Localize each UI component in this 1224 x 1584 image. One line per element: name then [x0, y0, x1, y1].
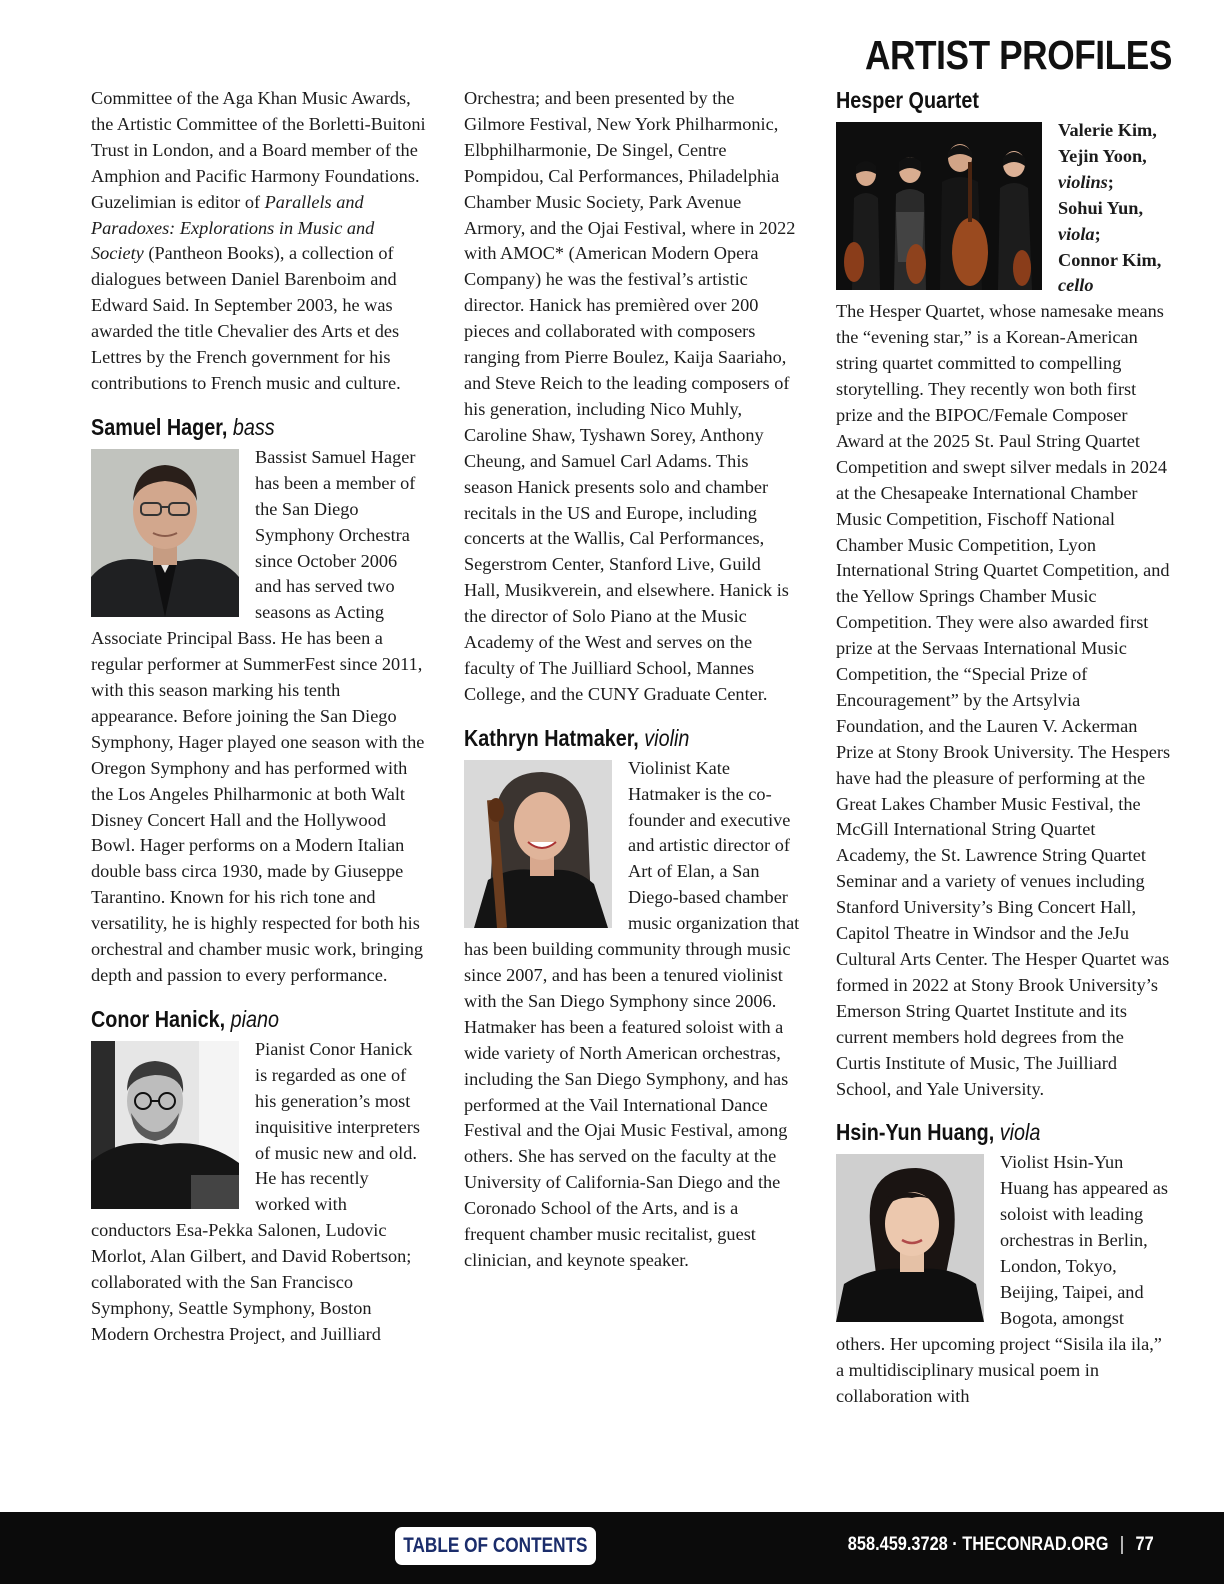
artist-heading-hesper — [836, 86, 1125, 114]
guzelimian-bio-continued — [91, 86, 427, 397]
artist-profile-hanick — [91, 1037, 427, 1348]
artist-heading-hatmaker — [464, 724, 753, 752]
artist-bio: The Hesper Quartet, whose namesake means the “evening star,” is a Korean-American string quartet committed to compelling storytelling. They recently won both first prize and the BIPOC/Female Composer Award at the 2025 St. Paul String Quartet Competition and swept silver medals in 2024 at the Chesapeake International Chamber Music Competition, Fischoff National Chamber Music Competition, Lyon International String Quartet Competition, and the Yellow Springs Chamber Music Competition. They were also awarded first prize at the Servaas International Music Competition, the “Special Prize of Encouragement” by the Artsylvia Foundation, and the Lauren V. Ackerman Prize at Stony Brook University. The Hespers have had the pleasure of performing at the Great Lakes Chamber Music Festival, the McGill International String Quartet Academy, the St. Lawrence String Quartet Seminar and a variety of venues including Stanford University’s Bing Concert Hall, Capitol Theatre in Windsor and the JeJu Cultural Arts Center. The Hesper Quartet was formed in 2022 at Stony Brook University’s Emerson String Quartet Institute and its current members hold degrees from the Curtis Institute of Music, The Juilliard School, and Yale University. — [836, 301, 1171, 1099]
punctuation: ; — [1094, 223, 1101, 244]
punctuation: ; — [1107, 171, 1114, 192]
headshot-conor-hanick — [91, 1041, 239, 1209]
artist-bio: Pianist Conor Hanick is regarded as one of his generation’s most inquisitive interpreters of music new and old. He has recently worked with conductors Esa-Pekka Salonen, Ludovic Morlot, Alan Gilbert, and David Robertson; collaborated with the San Francisco Symphony, Seattle Symphony, Boston Modern Orchestra Project, and Juilliard — [91, 1038, 420, 1344]
column-2 — [464, 86, 800, 1274]
headshot-hsin-yun-huang — [836, 1154, 984, 1322]
artist-heading-huang — [836, 1118, 1125, 1146]
member-role: violins — [1058, 171, 1108, 192]
column-3 — [836, 86, 1172, 1410]
page-title: ARTIST PROFILES — [865, 32, 1172, 78]
artist-instrument: violin — [644, 724, 690, 751]
phone-number[interactable]: 858.459.3728 — [848, 1534, 949, 1555]
separator-dot: · — [952, 1534, 959, 1555]
page-number: 77 — [1135, 1534, 1154, 1555]
artist-profile-hatmaker — [464, 756, 800, 1274]
headshot-kathryn-hatmaker — [464, 760, 612, 928]
guzelimian-bio-text-2: (Pantheon Books), a collection of dialogues between Daniel Barenboim and Edward Said. In September 2003, he was awarded the title Chevalier des Arts et des Lettres by the French government for his contributions to French music and culture. — [91, 243, 401, 393]
hanick-bio-continued: Orchestra; and been presented by the Gilmore Festival, New York Philharmonic, Elbphilharmonie, De Singel, Centre Pompidou, Cal Performances, Philadelphia Chamber Music Society, Park Avenue Armory, and the Ojai Festival, where in 2022 with AMOC* (American Modern Opera Company) he was the festival’s artistic director. Hanick has premièred over 200 pieces and collaborated with composers ranging from Pierre Boulez, Kaija Saariaho, and Steve Reich to the leading composers of his generation, including Nico Muhly, Caroline Shaw, Tyshawn Sorey, Anthony Cheung, and Samuel Carl Adams. This season Hanick presents solo and chamber recitals in the US and Europe, including concerts at the Wallis, Cal Performances, Segerstrom Center, Stanford Live, Guild Hall, Musikverein, and elsewhere. Hanick is the director of Solo Piano at the Music Academy of the West and serves on the faculty of The Juilliard School, Mannes College, and the CUNY Graduate Center. — [464, 88, 796, 704]
artist-name: Samuel Hager, — [91, 413, 228, 440]
separator-bar: | — [1120, 1534, 1125, 1555]
member-name: Valerie Kim, — [1058, 120, 1157, 140]
artist-instrument: piano — [230, 1005, 279, 1032]
artist-bio: Violist Hsin-Yun Huang has appeared as soloist with leading orchestras in Berlin, London, Tokyo, Beijing, Taipei, and Bogota, amongst others. Her upcoming project “Sisila ila ila,” a multidisciplinary musical poem in collaboration with — [836, 1152, 1169, 1406]
footer-contact — [848, 1534, 1154, 1556]
member-role: viola — [1058, 223, 1095, 244]
artist-profile-hesper — [836, 118, 1172, 1102]
footer-bar — [0, 1512, 1224, 1584]
artist-instrument: viola — [999, 1119, 1041, 1146]
artist-heading-hanick — [91, 1005, 380, 1033]
artist-name: Conor Hanick, — [91, 1005, 226, 1032]
website-link[interactable]: THECONRAD.ORG — [962, 1534, 1109, 1555]
table-of-contents-button[interactable] — [395, 1527, 596, 1565]
guzelimian-bio-text: Committee of the Aga Khan Music Awards, the Artistic Committee of the Borletti-Buitoni Trust in London, and a Board member of the Amphion and Pacific Harmony Foundations. Guzelimian is editor of — [91, 88, 426, 212]
artist-instrument: bass — [232, 413, 275, 440]
artist-bio: Bassist Samuel Hager has been a member of the San Diego Symphony Orchestra since October 2006 and has served two seasons as Acting Associate Principal Bass. He has been a regular performer at SummerFest since 2011, with this season marking his tenth appearance. Before joining the San Diego Symphony, Hager played one season with the Oregon Symphony and has performed with the Los Angeles Philharmonic at both Walt Disney Concert Hall and the Hollywood Bowl. Hager performs on a Modern Italian double bass circa 1930, made by Giuseppe Tarantino. Known for his rich tone and versatility, he is highly respected for both his orchestral and chamber music work, bringing depth and passion to every performance. — [91, 446, 425, 985]
artist-name: Hesper Quartet — [836, 87, 979, 113]
book-title: Parallels and Paradoxes: Explorations in Music and Society — [91, 191, 375, 264]
member-name: Connor Kim, — [1058, 249, 1162, 270]
group-photo-hesper-quartet — [836, 122, 1042, 290]
member-role: cello — [1058, 275, 1094, 296]
artist-bio: Violinist Kate Hatmaker is the co-founder and executive and artistic director of Art of Elan, a San Diego-based chamber music organization that has been building community through music since 2007, and has been a tenured violinist with the San Diego Symphony since 2006. Hatmaker has been a featured soloist with a wide variety of North American orchestras, including the San Diego Symphony, and has performed at the Vail International Dance Festival and the Ojai Music Festival, among others. She has served on the faculty at the University of California-San Diego and the Coronado School of the Arts, and is a frequent chamber music recitalist, guest clinician, and keynote speaker. — [464, 757, 800, 1270]
artist-name: Kathryn Hatmaker, — [464, 724, 639, 751]
artist-name: Hsin-Yun Huang, — [836, 1119, 995, 1146]
artist-profile-hager — [91, 445, 427, 989]
artist-profile-huang — [836, 1150, 1172, 1409]
artist-heading-hager — [91, 413, 380, 441]
member-name: Sohui Yun, — [1058, 197, 1144, 218]
column-1 — [91, 86, 427, 1348]
toc-label: TABLE OF CONTENTS — [403, 1534, 588, 1557]
member-name: Yejin Yoon, — [1058, 145, 1147, 166]
headshot-samuel-hager — [91, 449, 239, 617]
